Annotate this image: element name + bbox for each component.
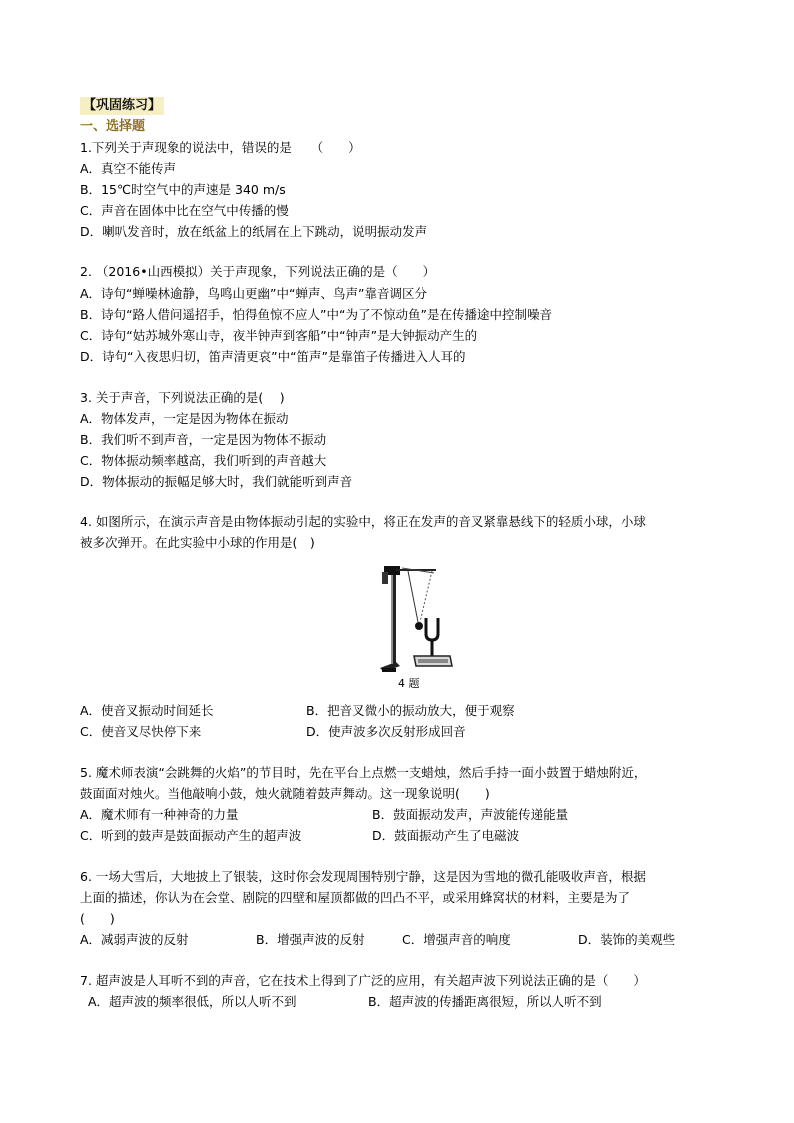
q2-option-c: C．诗句“姑苏城外寒山寺，夜半钟声到客船”中“钟声”是大钟振动产生的	[80, 328, 478, 343]
q5-option-d: D．鼓面振动产生了电磁波	[372, 828, 520, 843]
q7-option-b: B．超声波的传播距离很短，所以人听不到	[368, 994, 602, 1009]
q4-figure-caption: 4 题	[398, 677, 420, 690]
q1-stem: 1.下列关于声现象的说法中，错误的是 （ ）	[80, 140, 361, 155]
q6-option-d: D．装饰的美观些	[578, 932, 676, 947]
section-title: 【巩固练习】	[80, 97, 164, 115]
q4-option-c: C．使音叉尽快停下来	[80, 724, 202, 739]
q6-option-c: C．增强声音的响度	[402, 932, 511, 947]
q6-stem-line2: 上面的描述，你认为在会堂、剧院的四壁和屋顶都做的凹凸不平，或采用蜂窝状的材料，主要是为了	[80, 890, 631, 905]
tuning-fork-apparatus-figure	[374, 560, 458, 692]
q3-option-c: C．物体振动频率越高，我们听到的声音越大	[80, 453, 327, 468]
q6-stem-line3: ( )	[80, 911, 115, 926]
q3-stem: 3. 关于声音，下列说法正确的是( )	[80, 390, 285, 405]
q4-option-b: B．把音叉微小的振动放大，便于观察	[306, 703, 515, 718]
q5-option-b: B．鼓面振动发声，声波能传递能量	[372, 807, 569, 822]
q2-option-d: D．诗句“入夜思归切，笛声清更哀”中“笛声”是靠笛子传播进入人耳的	[80, 349, 466, 364]
q4-stem-line2: 被多次弹开。在此实验中小球的作用是( )	[80, 535, 315, 550]
q4-option-a: A．使音叉振动时间延长	[80, 703, 214, 718]
q2-option-a: A．诗句“蝉噪林逾静，鸟鸣山更幽”中“蝉声、鸟声”靠音调区分	[80, 286, 427, 301]
section-subtitle: 一、选择题	[80, 119, 146, 134]
q5-stem-line1: 5. 魔术师表演“会跳舞的火焰”的节目时，先在平台上点燃一支蜡烛，然后手持一面小鼓置于蜡烛附近，	[80, 765, 647, 780]
q1-option-b: B．15℃时空气中的声速是 340 m/s	[80, 182, 286, 197]
q6-stem-line1: 6. 一场大雪后，大地披上了银装，这时你会发现周围特别宁静，这是因为雪地的微孔能吸收声音，根据	[80, 869, 646, 884]
q1-option-c: C．声音在固体中比在空气中传播的慢	[80, 203, 289, 218]
q6-option-a: A．减弱声波的反射	[80, 932, 189, 947]
q3-option-d: D．物体振动的振幅足够大时，我们就能听到声音	[80, 474, 353, 489]
q5-option-c: C．听到的鼓声是鼓面振动产生的超声波	[80, 828, 302, 843]
q1-option-d: D．喇叭发音时，放在纸盆上的纸屑在上下跳动，说明振动发声	[80, 224, 428, 239]
q3-option-b: B．我们听不到声音，一定是因为物体不振动	[80, 432, 327, 447]
q3-option-a: A．物体发声，一定是因为物体在振动	[80, 411, 289, 426]
q7-stem: 7. 超声波是人耳听不到的声音，它在技术上得到了广泛的应用，有关超声波下列说法正确的是（ ）	[80, 973, 646, 988]
q5-option-a: A．魔术师有一种神奇的力量	[80, 807, 239, 822]
q6-option-b: B．增强声波的反射	[256, 932, 365, 947]
q4-stem-line1: 4. 如图所示，在演示声音是由物体振动引起的实验中，将正在发声的音叉紧靠悬线下的轻质小球，小球	[80, 514, 646, 529]
q2-stem: 2. （2016•山西模拟）关于声现象，下列说法正确的是（ ）	[80, 264, 436, 279]
q4-option-d: D．使声波多次反射形成回音	[306, 724, 466, 739]
q5-stem-line2: 鼓面面对烛火。当他敲响小鼓，烛火就随着鼓声舞动。这一现象说明( )	[80, 786, 490, 801]
q1-option-a: A．真空不能传声	[80, 161, 177, 176]
q2-option-b: B．诗句“路人借问遥招手，怕得鱼惊不应人”中“为了不惊动鱼”是在传播途中控制噪音	[80, 307, 552, 322]
q7-option-a: A．超声波的频率很低，所以人听不到	[88, 994, 297, 1009]
